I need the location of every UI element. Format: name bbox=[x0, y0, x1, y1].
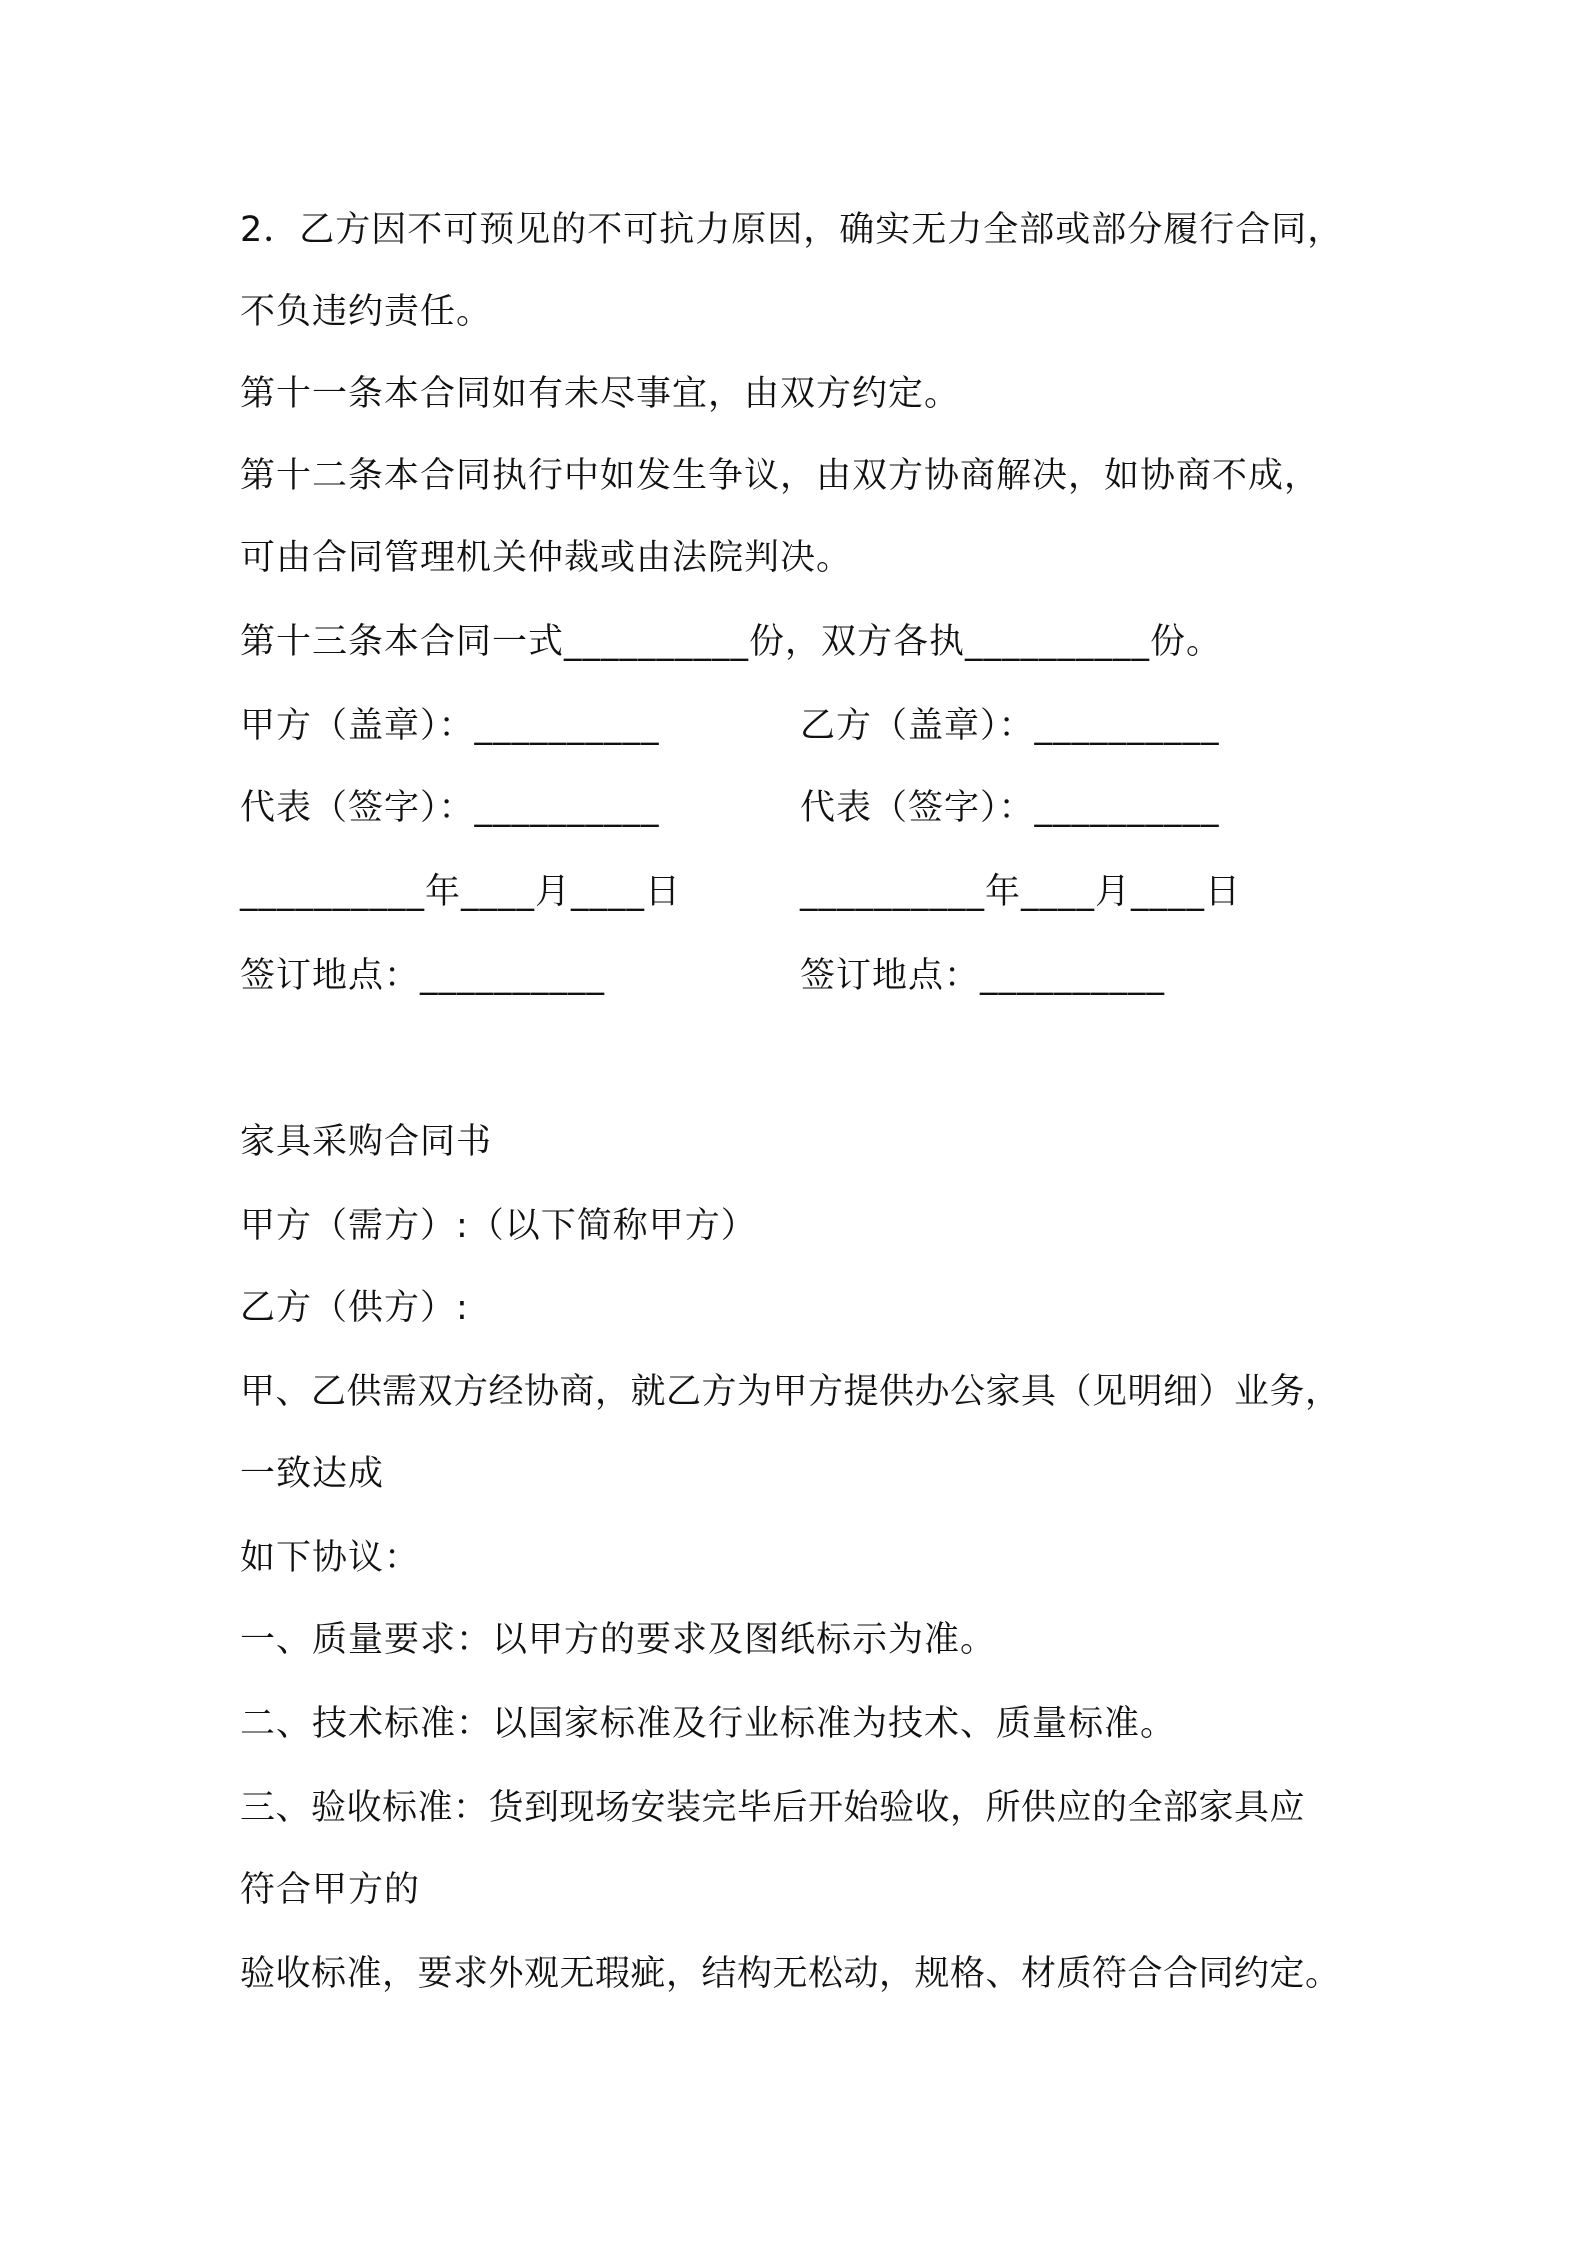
party-a-signing-place: 签订地点：__________ bbox=[240, 956, 606, 996]
article-11: 第十一条本合同如有未尽事宜，由双方约定。 bbox=[240, 374, 961, 414]
clause-2-line-2: 不负违约责任。 bbox=[240, 292, 493, 332]
party-a-representative: 代表（签字）：__________ bbox=[240, 788, 660, 828]
item-2-technical-standard: 二、技术标准：以国家标准及行业标准为技术、质量标准。 bbox=[240, 1704, 1177, 1744]
party-a-date: __________年____月____日 bbox=[240, 872, 682, 912]
intro-line-1: 甲、乙供需双方经协商，就乙方为甲方提供办公家具（见明细）业务， bbox=[240, 1372, 1341, 1412]
clause-2-line-1: 2．乙方因不可预见的不可抗力原因，确实无力全部或部分履行合同， bbox=[240, 210, 1344, 250]
party-b-representative: 代表（签字）：__________ bbox=[800, 788, 1220, 828]
item-3-line-1: 三、验收标准：货到现场安装完毕后开始验收，所供应的全部家具应 bbox=[240, 1788, 1306, 1828]
item-3-line-2: 符合甲方的 bbox=[240, 1870, 421, 1910]
party-a-seal: 甲方（盖章）：__________ bbox=[240, 706, 660, 746]
party-b-seal: 乙方（盖章）：__________ bbox=[800, 706, 1220, 746]
furniture-party-a: 甲方（需方）:（以下简称甲方） bbox=[240, 1206, 757, 1246]
article-12-line-2: 可由合同管理机关仲裁或由法院判决。 bbox=[240, 538, 853, 578]
article-13: 第十三条本合同一式__________份，双方各执__________份。 bbox=[240, 622, 1223, 662]
party-b-date: __________年____月____日 bbox=[800, 872, 1242, 912]
furniture-contract-title: 家具采购合同书 bbox=[240, 1122, 493, 1162]
intro-line-2: 一致达成 bbox=[240, 1454, 385, 1494]
furniture-party-b: 乙方（供方）: bbox=[240, 1288, 469, 1328]
intro-line-3: 如下协议： bbox=[240, 1538, 421, 1578]
party-b-signing-place: 签订地点：__________ bbox=[800, 956, 1166, 996]
item-3-line-3: 验收标准，要求外观无瑕疵，结构无松动，规格、材质符合合同约定。 bbox=[240, 1954, 1341, 1994]
article-12-line-1: 第十二条本合同执行中如发生争议，由双方协商解决，如协商不成， bbox=[240, 456, 1321, 496]
item-1-quality: 一、质量要求：以甲方的要求及图纸标示为准。 bbox=[240, 1620, 997, 1660]
